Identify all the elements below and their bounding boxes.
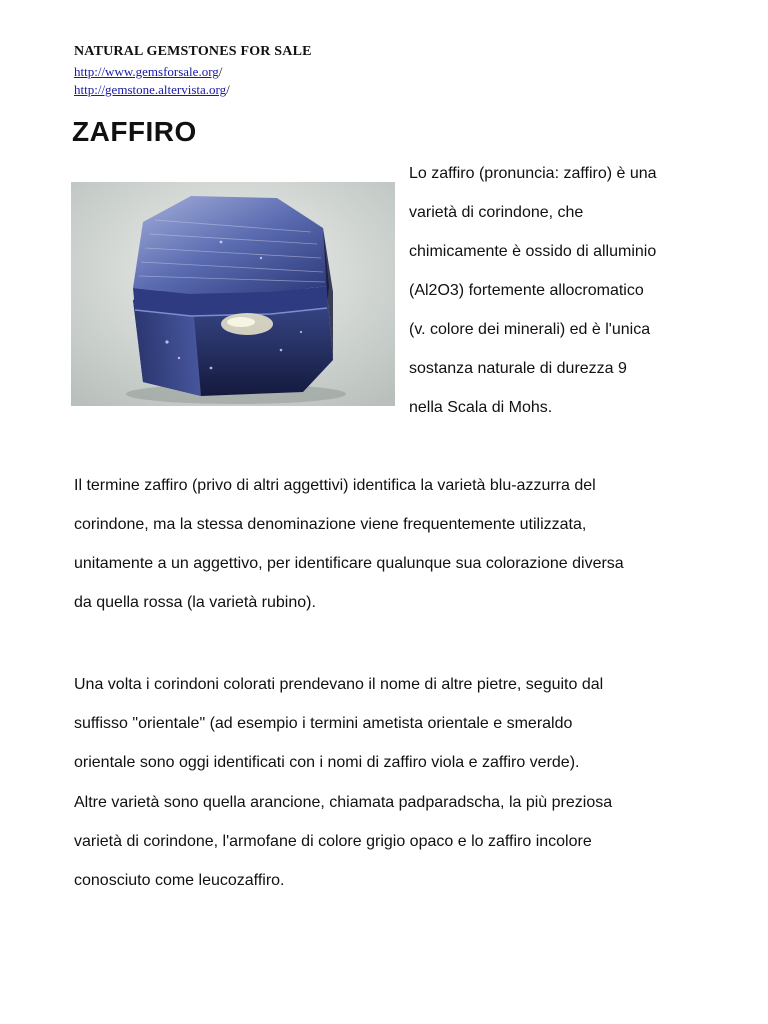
sapphire-crystal-image <box>71 182 395 406</box>
text-line: orientale sono oggi identificati con i nomi di zaffiro viola e zaffiro verde). <box>74 754 580 771</box>
website-link-2 <box>74 82 230 98</box>
altervista-link[interactable]: http://gemstone.altervista.org <box>74 82 227 97</box>
text-line: nella Scala di Mohs. <box>409 399 553 416</box>
paragraph-termine <box>74 466 714 622</box>
gemsforsale-link[interactable]: http://www.gemsforsale.org <box>74 64 219 79</box>
text-line: varietà di corindone, l'armofane di colore grigio opaco e lo zaffiro incolore <box>74 833 592 850</box>
text-line: da quella rossa (la varietà rubino). <box>74 594 316 611</box>
paragraph-varieta <box>74 783 714 900</box>
link-suffix: / <box>218 64 223 79</box>
page-title: ZAFFIRO <box>72 116 197 147</box>
text-line: sostanza naturale di durezza 9 <box>409 360 627 377</box>
paragraph-orientale <box>74 665 714 782</box>
text-line: suffisso "orientale" (ad esempio i termini ametista orientale e smeraldo <box>74 715 573 732</box>
text-line: corindone, ma la stessa denominazione viene frequentemente utilizzata, <box>74 516 587 533</box>
text-line: (Al2O3) fortemente allocromatico <box>409 282 644 299</box>
text-line: Altre varietà sono quella arancione, chiamata padparadscha, la più preziosa <box>74 794 613 811</box>
text-line: chimicamente è ossido di alluminio <box>409 243 657 260</box>
text-line: Lo zaffiro (pronuncia: zaffiro) è una <box>409 165 657 182</box>
text-line: Il termine zaffiro (privo di altri aggettivi) identifica la varietà blu-azzurra del <box>74 477 596 494</box>
text-line: unitamente a un aggettivo, per identificare qualunque sua colorazione diversa <box>74 555 624 572</box>
sapphire-crystal-illustration <box>71 182 395 406</box>
link-suffix: / <box>226 82 230 97</box>
text-line: Una volta i corindoni colorati prendevano il nome di altre pietre, seguito dal <box>74 676 604 693</box>
text-line: varietà di corindone, che <box>409 204 584 221</box>
text-line: conosciuto come leucozaffiro. <box>74 872 285 889</box>
website-link-1 <box>74 64 222 80</box>
text-line: (v. colore dei minerali) ed è l'unica <box>409 321 651 338</box>
site-title: NATURAL GEMSTONES FOR SALE <box>74 44 312 59</box>
intro-text <box>409 154 709 427</box>
